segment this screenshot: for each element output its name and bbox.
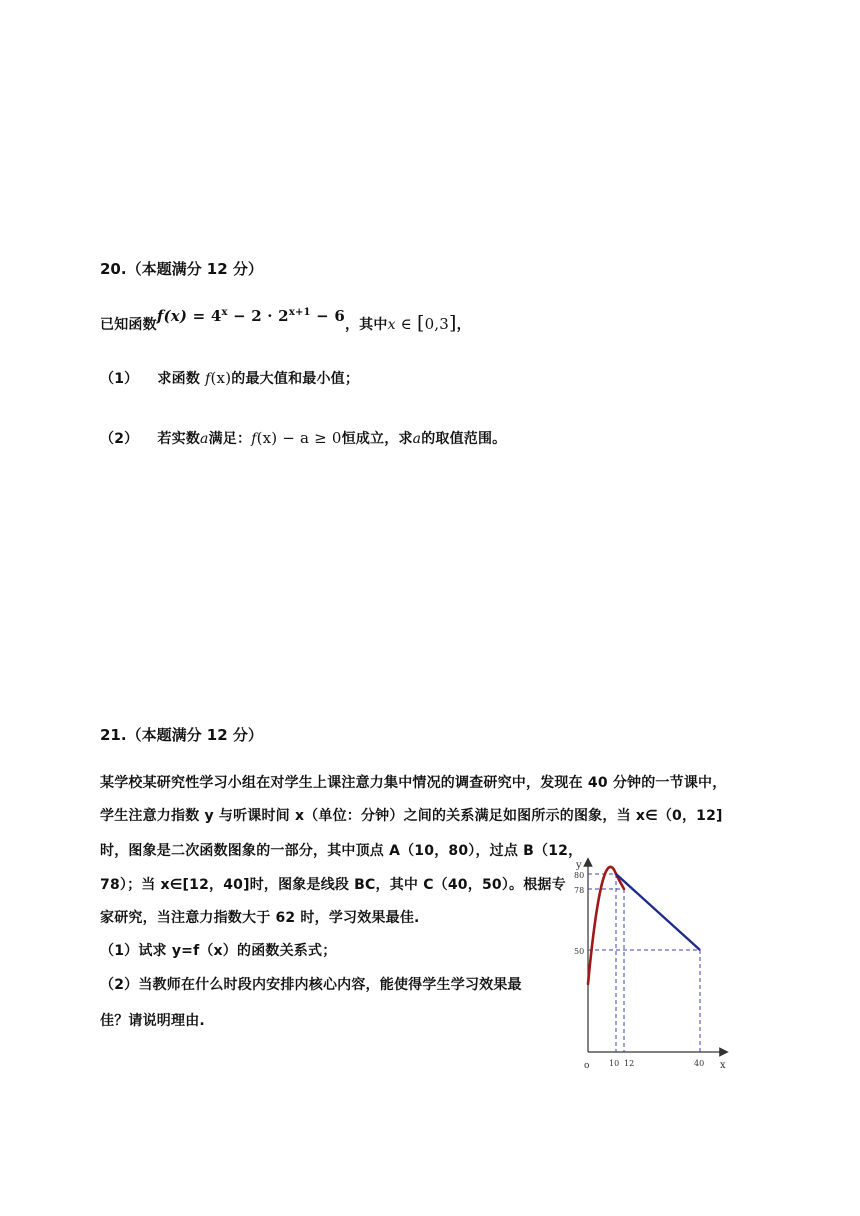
- x-tick-40: 40: [694, 1059, 705, 1068]
- q21-line-7: （2）当教师在什么时段内安排内核心内容，能使得学生学习效果最: [100, 977, 522, 993]
- q20-stem: 已知函数$f(x) = 4^x - 2 \cdot 2^{x+1} - 6$，其中x ∈ [0,3]，: [100, 307, 471, 334]
- attention-graph: [560, 852, 740, 1082]
- segment-bc: [616, 874, 700, 950]
- q20-domain-values: 0,3: [424, 315, 450, 333]
- y-tick-80: 80: [574, 871, 585, 880]
- x-axis-label: x: [720, 1060, 726, 1071]
- quadratic-curve: [588, 867, 624, 984]
- y-tick-50: 50: [574, 947, 585, 956]
- q21-line-1: 某学校某研究性学习小组在对学生上课注意力集中情况的调查研究中，发现在 40 分钟的一节课中，: [100, 775, 727, 791]
- q21-line-8: 佳？请说明理由.: [100, 1013, 205, 1029]
- y-axis-label: y: [576, 860, 582, 871]
- q21-heading: 21.（本题满分 12 分）: [100, 726, 263, 744]
- x-tick-10: 10: [609, 1059, 620, 1068]
- y-tick-78: 78: [574, 886, 585, 895]
- q20-stem-prefix: 已知函数: [100, 317, 157, 333]
- q21-line-5: 家研究，当注意力指数大于 62 时，学习效果最佳.: [100, 910, 420, 926]
- q20-part1: （1） 求函数 f(x)的最大值和最小值；: [100, 369, 360, 387]
- q20-stem-mid: ，其中: [344, 317, 388, 333]
- q21-line-4: 78）；当 x∈[12，40]时，图象是线段 BC，其中 C（40，50）。根据专: [100, 877, 566, 893]
- q20-heading: 20.（本题满分 12 分）: [100, 260, 263, 278]
- origin-label: o: [584, 1061, 590, 1071]
- q21-line-3: 时，图象是二次函数图象的一部分，其中顶点 A（10，80），过点 B（12，: [100, 843, 583, 859]
- q20-domain-var: x: [387, 317, 396, 333]
- x-tick-12: 12: [624, 1059, 635, 1068]
- q20-part2: （2） 若实数a满足：f(x) − a ≥ 0恒成立，求a的取值范围。: [100, 429, 507, 447]
- q20-function-formula: $f(x) = 4^x - 2 \cdot 2^{x+1} - 6$: [156, 307, 345, 325]
- q21-line-6: （1）试求 y=f（x）的函数关系式；: [100, 943, 337, 959]
- q21-line-2: 学生注意力指数 y 与听课时间 x（单位：分钟）之间的关系满足如图所示的图象，当 x∈（0，12]: [100, 808, 723, 824]
